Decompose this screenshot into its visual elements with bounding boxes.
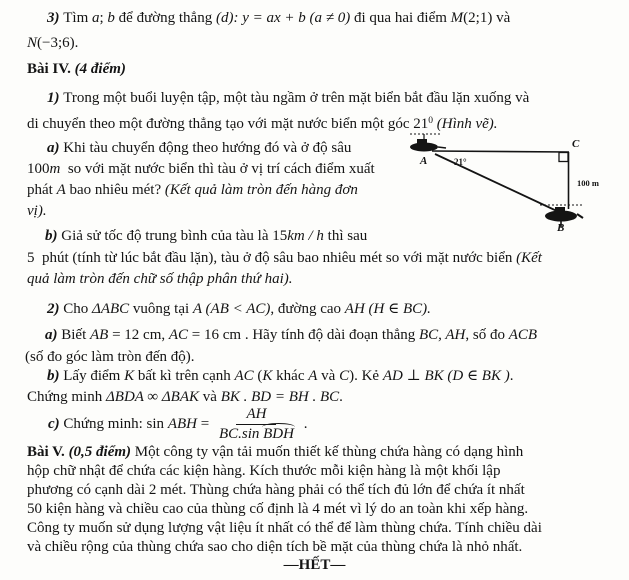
baiv-line-1 — [27, 444, 523, 461]
triangle-figure — [402, 130, 627, 234]
text-segment: Một công ty vận tải muốn thiết kế thùng chứa hàng có dạng hình — [131, 444, 524, 460]
text-segment: quả làm tròn đến chữ số thập phân thứ hai). — [27, 271, 293, 287]
text-segment: A (AB < AC) — [192, 301, 271, 317]
text-segment: b — [107, 10, 115, 26]
part1b-line-1 — [45, 228, 367, 245]
text-segment: 3) — [47, 10, 64, 26]
text-segment: di chuyển theo một đường thẳng tạo với mặt nước biển một góc — [27, 116, 414, 132]
text-segment: A — [308, 368, 318, 384]
text-segment: để đường thẳng — [114, 10, 216, 26]
text-segment: ΔBDA ∞ ΔBAK — [105, 389, 200, 405]
text-segment: 100 — [27, 161, 50, 177]
fraction-denominator — [215, 425, 298, 443]
part1a-line-4 — [27, 203, 47, 220]
text-segment: ; — [99, 10, 108, 26]
text-segment: AC — [168, 327, 189, 343]
text-segment: BK . BD = BH . BC — [220, 389, 340, 405]
part2a-line-1 — [45, 327, 537, 344]
text-segment: Công ty muốn sử dụng lượng vật liệu ít nhất có thể để làm thùng chứa. Tính chiều dài — [27, 520, 542, 536]
text-segment: ACB — [508, 327, 538, 343]
text-segment: ( — [253, 368, 263, 384]
text-segment: K — [262, 368, 273, 384]
angle-21-label: 21° — [454, 157, 467, 167]
fraction — [215, 406, 298, 443]
text-segment: . — [299, 415, 308, 432]
section-title-bai-iv — [27, 61, 126, 78]
part1b-line-3 — [27, 271, 293, 288]
baiv-line-2 — [27, 463, 500, 480]
text-segment: (Kết quả làm tròn đến hàng đơn — [164, 182, 358, 198]
baiv-line-3 — [27, 482, 525, 499]
text-segment: a) — [45, 327, 62, 343]
part1-intro-line-1 — [47, 90, 529, 107]
text-segment: 21 — [413, 116, 429, 132]
text-segment: = 12 cm, — [108, 327, 169, 343]
text-segment: và — [199, 389, 221, 405]
angle-arc-bdh: BDH — [263, 425, 294, 442]
part2-intro — [47, 301, 431, 318]
text-segment: 1) — [47, 90, 64, 106]
text-segment: M — [450, 10, 464, 26]
text-segment: Trong một buổi luyện tập, một tàu ngầm ở trên mặt biển bắt đầu lặn xuống và — [63, 90, 530, 106]
text-segment: Giả sử tốc độ trung bình của tàu là — [61, 228, 273, 244]
text-segment: và chiều rộng của thùng chứa sao cho diện tích bề mặt của thùng chứa là nhỏ nhất. — [27, 539, 523, 555]
text-segment: a) — [47, 140, 64, 156]
text-segment: (Hình vẽ). — [436, 116, 498, 132]
text-segment: (số đo góc làm tròn đến độ). — [25, 349, 195, 365]
equals-sign: = — [196, 415, 213, 432]
text-segment: AB — [90, 327, 109, 343]
text-segment: và — [492, 10, 511, 26]
surface-line — [432, 151, 569, 152]
text-segment: 15 — [272, 228, 288, 244]
text-segment: km / h — [287, 228, 324, 244]
angle-name: ABH — [167, 415, 197, 432]
text-segment: = 16 cm — [188, 327, 242, 343]
triangle-figure-svg — [402, 130, 627, 234]
text-segment: Bài V. — [27, 444, 69, 460]
text-segment: Cho — [63, 301, 93, 317]
text-segment: bao nhiêu mét? — [65, 182, 165, 198]
text-segment: vị). — [27, 203, 47, 219]
text-segment: AD ⊥ BK (D ∈ BK ) — [382, 368, 510, 384]
text-segment: K — [124, 368, 135, 384]
text-segment: ). Kẻ — [349, 368, 383, 384]
item-label: c) — [48, 415, 64, 432]
text-segment: vuông tại — [129, 301, 193, 317]
part1a-line-1 — [47, 140, 351, 157]
text-segment: , số đo — [465, 327, 509, 343]
text-segment: phương có cạnh dài 2 mét. Thùng chứa hàng phải có thể tích đủ lớn để chứa ít nhất — [27, 482, 525, 498]
den-prefix: BC.sin — [218, 425, 264, 442]
text-segment: 0 — [428, 116, 433, 126]
text-segment: Biết — [61, 327, 90, 343]
part2a-line-2 — [25, 349, 195, 366]
problem3-line-2 — [27, 35, 78, 52]
text-segment: C — [339, 368, 350, 384]
text-segment: (−3;6). — [37, 35, 79, 51]
part1a-line-2 — [27, 161, 375, 178]
text-segment: bất kì trên cạnh — [134, 368, 235, 384]
text-segment: (Kết — [516, 250, 542, 266]
text-segment: đi qua hai điểm — [350, 10, 451, 26]
text-segment: (4 điểm) — [74, 61, 126, 77]
text-segment: BC, AH — [418, 327, 466, 343]
text-segment: 50 kiện hàng và chiều cao của thùng cố định là 4 mét vì lý do an toàn khi xếp hàng. — [27, 501, 529, 517]
text-segment: N — [27, 35, 38, 51]
text-segment: Chứng minh — [27, 389, 106, 405]
text-segment: b) — [45, 228, 62, 244]
text-segment: Bài IV. — [27, 61, 75, 77]
part1a-line-3 — [27, 182, 358, 199]
right-angle-mark — [559, 153, 568, 162]
part1b-line-2 — [27, 250, 542, 267]
text-segment: phát — [27, 182, 57, 198]
text-segment: (2;1) — [463, 10, 493, 26]
text-segment: sin — [146, 415, 168, 432]
baiv-line-5 — [27, 520, 542, 537]
fraction-numerator: AH — [236, 406, 276, 425]
text-segment: b) — [47, 368, 64, 384]
text-segment: so với mặt nước biển thì tàu ở vị trí cách điểm xuất — [60, 161, 375, 177]
ship-icon — [410, 134, 446, 152]
text-segment: . — [509, 368, 514, 384]
baiv-line-6 — [27, 539, 522, 556]
text-segment: Lấy điểm — [63, 368, 125, 384]
text-segment: A — [56, 182, 66, 198]
vertex-b-label: B — [557, 222, 565, 234]
text-segment: , đường cao — [270, 301, 345, 317]
part2b-line-1 — [47, 368, 513, 385]
text-segment: (0,5 điểm) — [68, 444, 132, 460]
text-segment: m — [49, 161, 61, 177]
text-segment: 5 phút (tính từ lúc bắt đầu lặn), tàu ở độ sâu bao nhiêu mét so với mặt nước biển — [27, 250, 517, 266]
text-segment: AH (H ∈ BC). — [344, 301, 431, 317]
text-segment: AC — [234, 368, 254, 384]
text-segment: Khi tàu chuyển động theo hướng đó và ở độ sâu — [63, 140, 352, 156]
text-segment: 2) — [47, 301, 64, 317]
part2b-line-2 — [27, 389, 343, 406]
text-segment: . — [339, 389, 343, 405]
text-segment: ΔABC — [92, 301, 130, 317]
part2c-line — [48, 405, 307, 443]
text-segment: khác — [272, 368, 309, 384]
text-segment: thì sau — [323, 228, 368, 244]
text-segment: . Hãy tính độ dài đoạn thẳng — [241, 327, 419, 343]
text-segment: Tìm — [63, 10, 92, 26]
text-segment: a — [92, 10, 100, 26]
problem3-line-1 — [47, 10, 510, 27]
text-segment: hộp chữ nhật để chứa các kiện hàng. Kích thước mỗi kiện hàng là một khối lập — [27, 463, 501, 479]
vertex-a-label: A — [420, 155, 428, 167]
baiv-line-4 — [27, 501, 528, 518]
text-segment: và — [317, 368, 340, 384]
text-segment: (d): y = ax + b (a ≠ 0) — [215, 10, 351, 26]
vertex-c-label: C — [572, 138, 580, 150]
end-marker: —HẾT— — [283, 557, 346, 573]
text-segment: Chứng minh: — [63, 415, 147, 432]
depth-100m-label: 100 m — [577, 178, 599, 188]
